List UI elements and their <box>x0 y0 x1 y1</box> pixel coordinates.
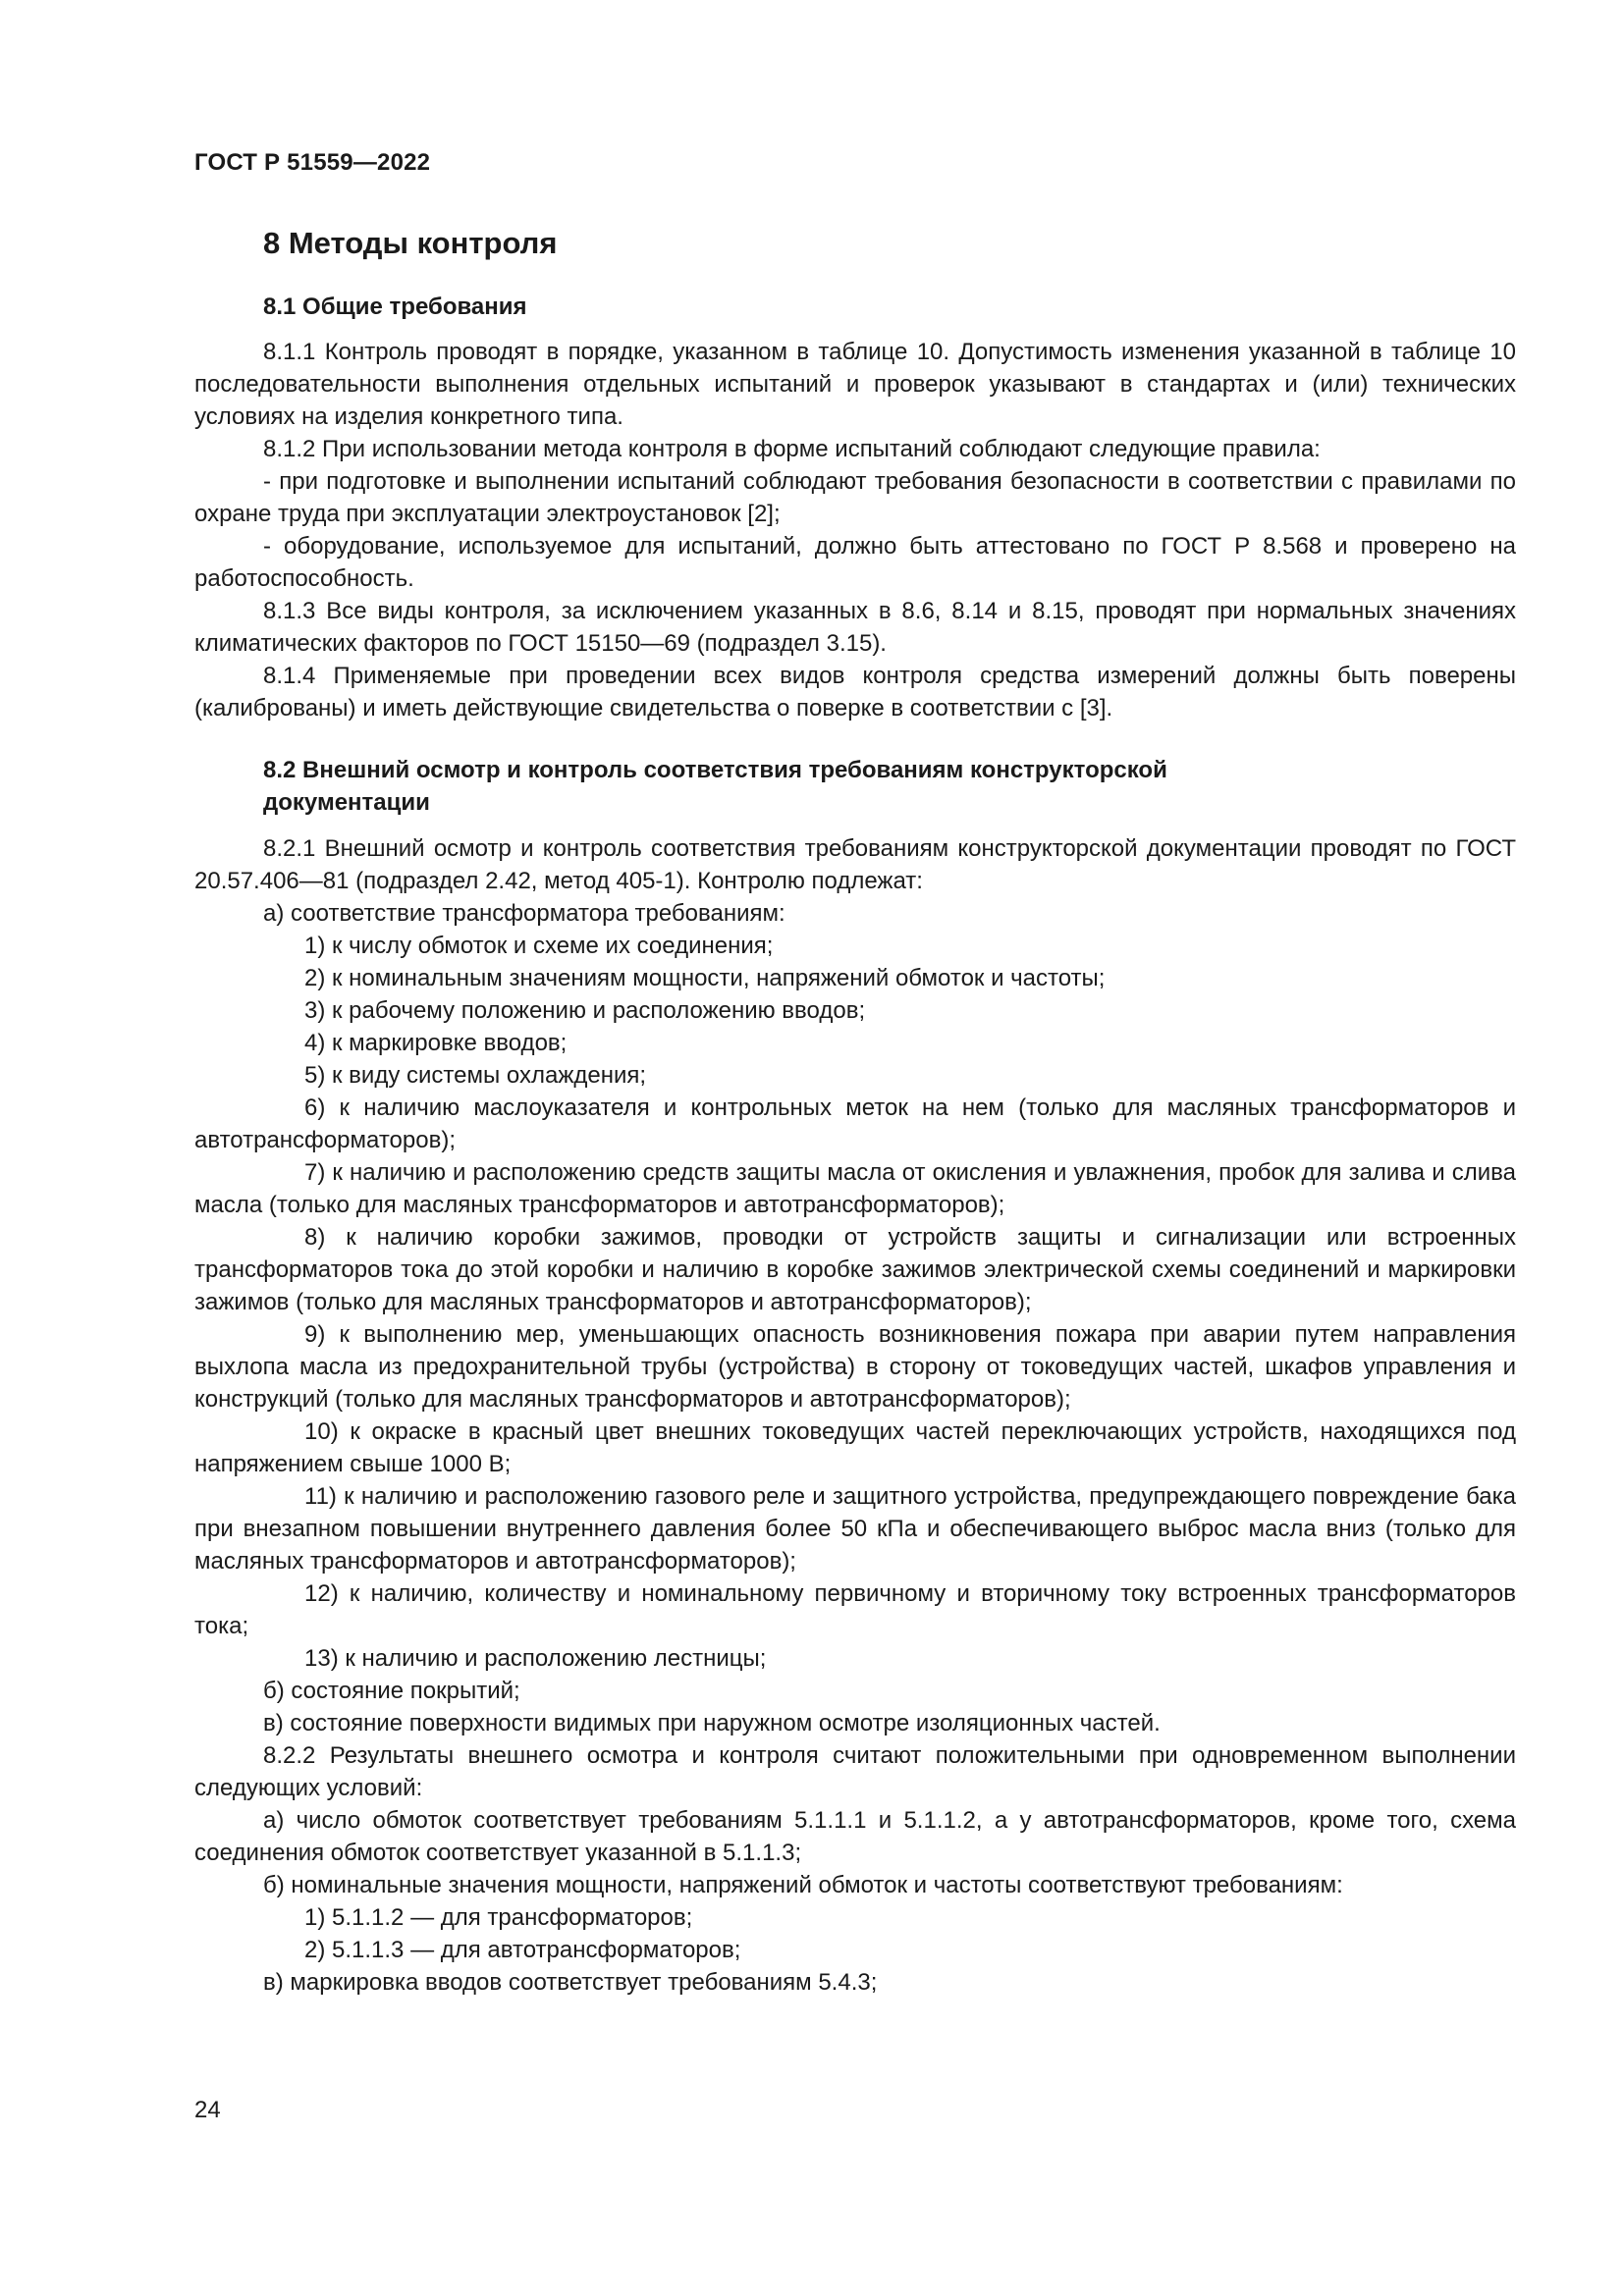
list-item: 10) к окраске в красный цвет внешних токоведущих частей переключающих устройств, находящихся под напряжением свыше 1000 В; <box>194 1418 1516 1477</box>
list-item: 2) к номинальным значениям мощности, напряжений обмоток и частоты; <box>304 965 1106 991</box>
list-item: 5) к виду системы охлаждения; <box>304 1062 647 1089</box>
list-item: 9) к выполнению мер, уменьшающих опасность возникновения пожара при аварии путем направления выхлопа масла из предохранительной трубы (устройства) в сторону от токоведущих частей, шкафов управления и конструкций (только для масляных трансформаторов и автотрансформаторов); <box>194 1321 1516 1413</box>
list-item: в) маркировка вводов соответствует требованиям 5.4.3; <box>263 1969 878 1996</box>
list-item: 1) к числу обмоток и схеме их соединения; <box>304 933 774 959</box>
paragraph: 8.1.1 Контроль проводят в порядке, указанном в таблице 10. Допустимость изменения указанной в таблице 10 последовательности выполнения отдельных испытаний и проверок указывают в стандартах и (или) технических условиях на изделия конкретного типа. <box>194 339 1516 430</box>
list-item: 11) к наличию и расположению газового реле и защитного устройства, предупреждающего повреждение бака при внезапном повышении внутреннего давления более 50 кПа и обеспечивающего выброс масла вниз (только для масляных трансформаторов и автотрансформаторов); <box>194 1483 1516 1575</box>
subsection-title-8-2: 8.2 Внешний осмотр и контроль соответствия требованиям конструкторской документации <box>263 757 1167 816</box>
list-item: - оборудование, используемое для испытаний, должно быть аттестовано по ГОСТ Р 8.568 и проверено на работоспособность. <box>194 533 1516 592</box>
paragraph: 8.1.4 Применяемые при проведении всех видов контроля средства измерений должны быть поверены (калиброваны) и иметь действующие свидетельства о поверке в соответствии с [3]. <box>194 663 1516 721</box>
list-item: 8) к наличию коробки зажимов, проводки от устройств защиты и сигнализации или встроенных трансформаторов тока до этой коробки и наличию в коробке зажимов электрической схемы соединений и маркировки зажимов (только для масляных трансформаторов и автотрансформаторов); <box>194 1224 1516 1315</box>
document-code: ГОСТ Р 51559—2022 <box>194 149 431 176</box>
page-number: 24 <box>194 2097 221 2123</box>
list-item: б) номинальные значения мощности, напряжений обмоток и частоты соответствуют требованиям: <box>263 1872 1343 1898</box>
list-item: 6) к наличию маслоуказателя и контрольных меток на нем (только для масляных трансформаторов и автотрансформаторов); <box>194 1095 1516 1153</box>
list-item: а) число обмоток соответствует требованиям 5.1.1.1 и 5.1.1.2, а у автотрансформаторов, кроме того, схема соединения обмоток соответствует указанной в 5.1.1.3; <box>194 1807 1516 1866</box>
paragraph: 8.2.1 Внешний осмотр и контроль соответствия требованиям конструкторской документации проводят по ГОСТ 20.57.406—81 (подраздел 2.42, метод 405-1). Контролю подлежат: <box>194 835 1516 894</box>
list-item: 2) 5.1.1.3 — для автотрансформаторов; <box>304 1937 741 1963</box>
paragraph: 8.1.3 Все виды контроля, за исключением указанных в 8.6, 8.14 и 8.15, проводят при нормальных значениях климатических факторов по ГОСТ 15150—69 (подраздел 3.15). <box>194 598 1516 657</box>
list-item: - при подготовке и выполнении испытаний соблюдают требования безопасности в соответствии с правилами по охране труда при эксплуатации электроустановок [2]; <box>194 468 1516 527</box>
section-8-2-body <box>194 832 1516 1999</box>
list-item: 7) к наличию и расположению средств защиты масла от окисления и увлажнения, пробок для залива и слива масла (только для масляных трансформаторов и автотрансформаторов); <box>194 1159 1516 1218</box>
list-item: 12) к наличию, количеству и номинальному первичному и вторичному току встроенных трансформаторов тока; <box>194 1580 1516 1639</box>
section-title: 8 Методы контроля <box>263 226 558 260</box>
paragraph: 8.1.2 При использовании метода контроля в форме испытаний соблюдают следующие правила: <box>263 436 1321 462</box>
list-item: 13) к наличию и расположению лестницы; <box>304 1645 767 1672</box>
list-item: 4) к маркировке вводов; <box>304 1030 568 1056</box>
section-8-1-body <box>194 336 1516 724</box>
list-item: а) соответствие трансформатора требованиям: <box>263 900 785 927</box>
subsection-title-8-1: 8.1 Общие требования <box>263 294 527 320</box>
list-item: 3) к рабочему положению и расположению вводов; <box>304 997 866 1024</box>
list-item: б) состояние покрытий; <box>263 1678 520 1704</box>
list-item: 1) 5.1.1.2 — для трансформаторов; <box>304 1904 693 1931</box>
list-item: в) состояние поверхности видимых при наружном осмотре изоляционных частей. <box>263 1710 1161 1736</box>
paragraph: 8.2.2 Результаты внешнего осмотра и контроля считают положительными при одновременном выполнении следующих условий: <box>194 1742 1516 1801</box>
